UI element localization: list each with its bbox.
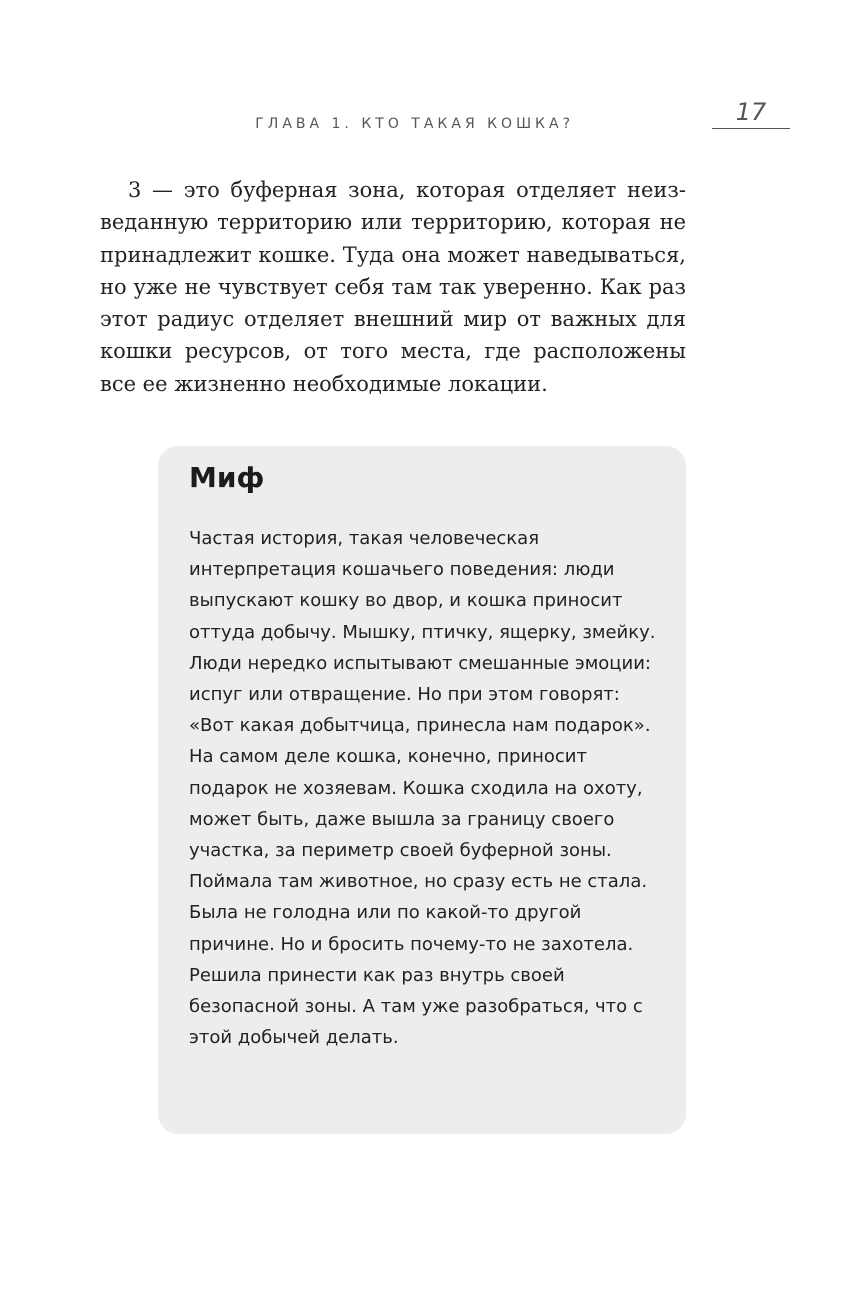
myth-title: Миф <box>189 461 265 494</box>
myth-paragraph: Частая история, такая человеческая интерпретация кошачьего поведения: люди выпускают кошку во двор, и кошка приносит оттуда добычу. Мышку, птичку, ящерку, змейку. <box>189 528 656 643</box>
page-header <box>0 98 844 142</box>
page-number-rule <box>712 128 790 129</box>
myth-paragraph: Люди нередко испытывают смешанные эмоции: испуг или отвращение. Но при этом говорят: «Вот какая добытчица, принесла нам подарок». <box>189 652 651 737</box>
myth-text <box>189 523 670 1053</box>
myth-callout-box <box>158 446 686 1134</box>
page-number: 17 <box>735 98 767 126</box>
myth-paragraph: На самом деле кошка, конечно, приносит подарок не хозяевам. Кошка сходила на охоту, может быть, даже вышла за границу своего участка, за периметр своей буферной зоны. Поймала там животное, но сразу есть не стала. Была не голодна или по какой-то другой причине. Но и бросить почему-то не захотела. Решила принести как раз внутрь своей безопасной зоны. А там уже разобраться, что с этой добычей делать. <box>189 746 648 1049</box>
body-paragraph: 3 — это буферная зона, которая отделяет неизведанную территорию или территорию, которая не принадлежит кошке. Туда она может наведываться, но уже не чувствует себя там так уверенно. Как раз этот радиус отделяет внешний мир от важных для кошки ресурсов, от того места, где расположены все ее жизненно необходимые локации. <box>100 178 686 396</box>
running-head: ГЛАВА 1. КТО ТАКАЯ КОШКА? <box>255 116 574 132</box>
